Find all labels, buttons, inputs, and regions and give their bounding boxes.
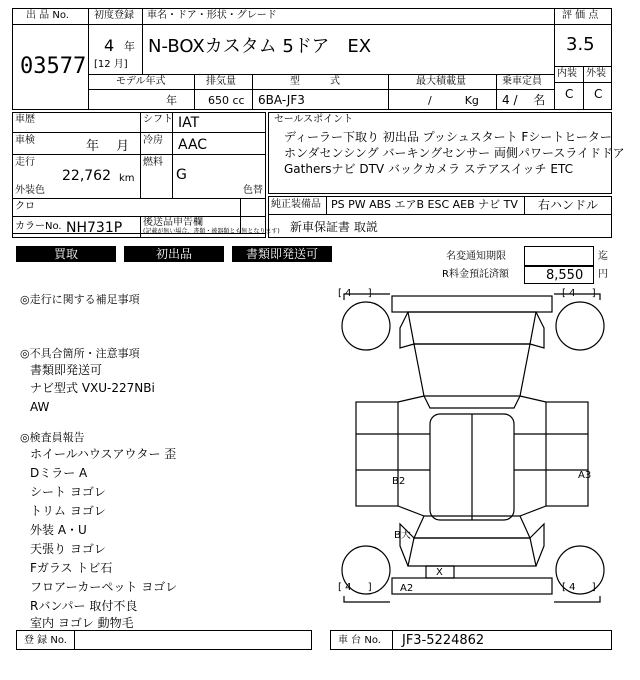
divider (392, 630, 393, 650)
tire-label-rear-right: [ 4 ] (562, 582, 596, 593)
capacity-label: 乗車定員 (502, 76, 542, 87)
year-unit: 年 (124, 40, 135, 53)
mark-x: X (436, 567, 443, 578)
shift-label: シフト (143, 114, 173, 125)
hood (408, 312, 536, 344)
inspector-line: Rバンパー 取付不良 (30, 599, 138, 613)
recycle-label: R料金預託済額 (442, 269, 509, 280)
aftermarket-label: 後送品申告欄 (143, 217, 203, 228)
defect-line: 書類即発送可 (30, 363, 103, 377)
mark-b2: B2 (392, 476, 406, 487)
name-change-label: 名変通知期限 (446, 251, 506, 262)
inspector-line: フロアーカーペット ヨゴレ (30, 580, 178, 594)
divider (12, 132, 266, 133)
shift-value: IAT (178, 115, 200, 131)
sales-point-line-3: Gathersナビ DTV バックカメラ ステアスイッチ ETC (284, 162, 573, 176)
displacement-value: 650 cc (208, 94, 245, 107)
tire-label-rear-left: [ 4 ] (338, 582, 372, 593)
inspector-line: Fガラス トビ石 (30, 561, 113, 575)
divider (88, 89, 554, 90)
right-side (546, 402, 588, 506)
exterior-grade: C (594, 87, 603, 101)
divider (12, 198, 266, 199)
mileage-label: 走行 (15, 157, 35, 168)
rating-value: 3.5 (566, 34, 595, 55)
defect-line: AW (30, 400, 50, 414)
first-reg-month: [12 月] (94, 59, 128, 70)
name-change-box (524, 246, 594, 266)
exterior-label: 外装 (586, 68, 606, 79)
left-side (356, 402, 398, 506)
interior-label: 内装 (557, 68, 577, 79)
aircon-label: 冷房 (143, 135, 163, 146)
tire-label-front-left: [ 4 ] (338, 288, 372, 299)
mark-b-large: B大 (394, 530, 411, 541)
divider (74, 630, 75, 650)
color-change-label: 色替 (243, 185, 263, 196)
equipment-label: 純正装備品 (271, 199, 321, 210)
divider (388, 74, 389, 110)
inspector-line: 室内 ヨゴレ 動物毛 (30, 616, 134, 630)
lot-number: 03577 (20, 54, 87, 79)
recycle-unit: 円 (598, 269, 608, 280)
inspection-label: 車検 (15, 135, 35, 146)
ext-color-label: 外装色 (15, 185, 45, 196)
mileage-value: 22,762 (62, 168, 111, 184)
sales-points-label: セールスポイント (274, 114, 354, 125)
recycle-amount: 8,550 (546, 268, 584, 283)
divider (326, 196, 327, 214)
mark-a2: A2 (400, 583, 414, 594)
tag-first-listing: 初出品 (124, 246, 224, 262)
inspector-line: Dミラー A (30, 466, 88, 480)
defect-line: ナビ型式 VXU-227NBi (30, 381, 155, 395)
divider (12, 24, 88, 25)
tag-purchase: 買取 (16, 246, 116, 262)
max-load-value: / Kg (428, 94, 479, 107)
inspector-line: ホイールハウスアウター 歪 (30, 447, 177, 461)
divider (268, 214, 612, 215)
inspector-line: 天張り ヨゴレ (30, 542, 106, 556)
aircon-value: AAC (178, 137, 208, 153)
inspector-line: シート ヨゴレ (30, 485, 106, 499)
chassis-label: 車 台 No. (338, 635, 381, 646)
color-code-value: NH731P (66, 220, 123, 236)
mark-a3: A3 (578, 470, 592, 481)
first-reg-label: 初度登録 (94, 10, 134, 21)
sales-point-line-1: ディーラー下取り 初出品 プッシュスタート Fシートヒーター (284, 130, 612, 144)
car-name-label: 車名・ドア・形状・グレード (147, 10, 277, 21)
driving-notes-title: ◎走行に関する補足事項 (20, 293, 140, 306)
model-code-value: 6BA-JF3 (258, 93, 305, 107)
reg-label: 登 録 No. (24, 635, 67, 646)
rear-bumper (392, 578, 552, 594)
rating-label: 評 価 点 (562, 10, 599, 21)
fuel-label: 燃料 (143, 157, 163, 168)
model-year-unit: 年 (166, 94, 177, 107)
model-code-label: 型 式 (290, 76, 340, 87)
inspection-value: 年 月 (86, 139, 130, 154)
car-name: N-BOXカスタム 5ドア EX (148, 36, 372, 57)
steering-side: 右ハンドル (538, 198, 599, 212)
inspector-line: 外装 A・U (30, 523, 87, 537)
rear-gate (408, 538, 536, 566)
tire-front-right (556, 302, 604, 350)
max-load-label: 最大積載量 (416, 76, 466, 87)
name-change-unit: 迄 (598, 251, 608, 262)
divider (524, 196, 525, 214)
lot-label: 出 品 No. (26, 10, 69, 21)
sales-point-line-2: ホンダセンシング バーキングセンサー 両側パワースライドドア (284, 146, 625, 160)
mileage-unit: km (119, 173, 135, 184)
tire-front-left (342, 302, 390, 350)
tag-docs-ready: 書類即発送可 (232, 246, 332, 262)
warranty-docs: 新車保証書 取説 (290, 220, 378, 234)
divider (140, 216, 141, 238)
displacement-label: 排気量 (206, 76, 236, 87)
interior-grade: C (565, 87, 574, 101)
fuel-value: G (176, 167, 187, 183)
defect-title: ◎不具合箇所・注意事項 (20, 347, 140, 360)
capacity-value: 4 / 名 (502, 93, 546, 107)
divider (583, 66, 584, 110)
divider (88, 24, 554, 25)
divider (12, 154, 266, 155)
car-diagram (330, 284, 614, 636)
equipment-items: PS PW ABS エアB ESC AEB ナビ TV (331, 198, 518, 211)
history-label: 車歴 (15, 114, 35, 125)
ext-color-value: クロ (15, 201, 35, 212)
divider (554, 24, 612, 25)
model-year-label: モデル年式 (116, 76, 166, 87)
color-code-label: カラーNo. (15, 221, 62, 232)
windshield (414, 344, 530, 396)
tire-label-front-right: [ 4 ] (562, 288, 596, 299)
aftermarket-note: (記載が無い場合、書類・被器類とも無となります) (143, 228, 280, 235)
divider (140, 112, 141, 198)
front-bumper (392, 296, 552, 312)
divider (88, 74, 554, 75)
chassis-number: JF3-5224862 (402, 633, 485, 648)
divider (142, 8, 143, 74)
divider (194, 74, 195, 110)
divider (496, 74, 497, 110)
divider (252, 74, 253, 110)
first-reg-year: 4 (104, 36, 115, 55)
inspector-line: トリム ヨゴレ (30, 504, 106, 518)
inspector-title: ◎検査員報告 (20, 431, 85, 444)
